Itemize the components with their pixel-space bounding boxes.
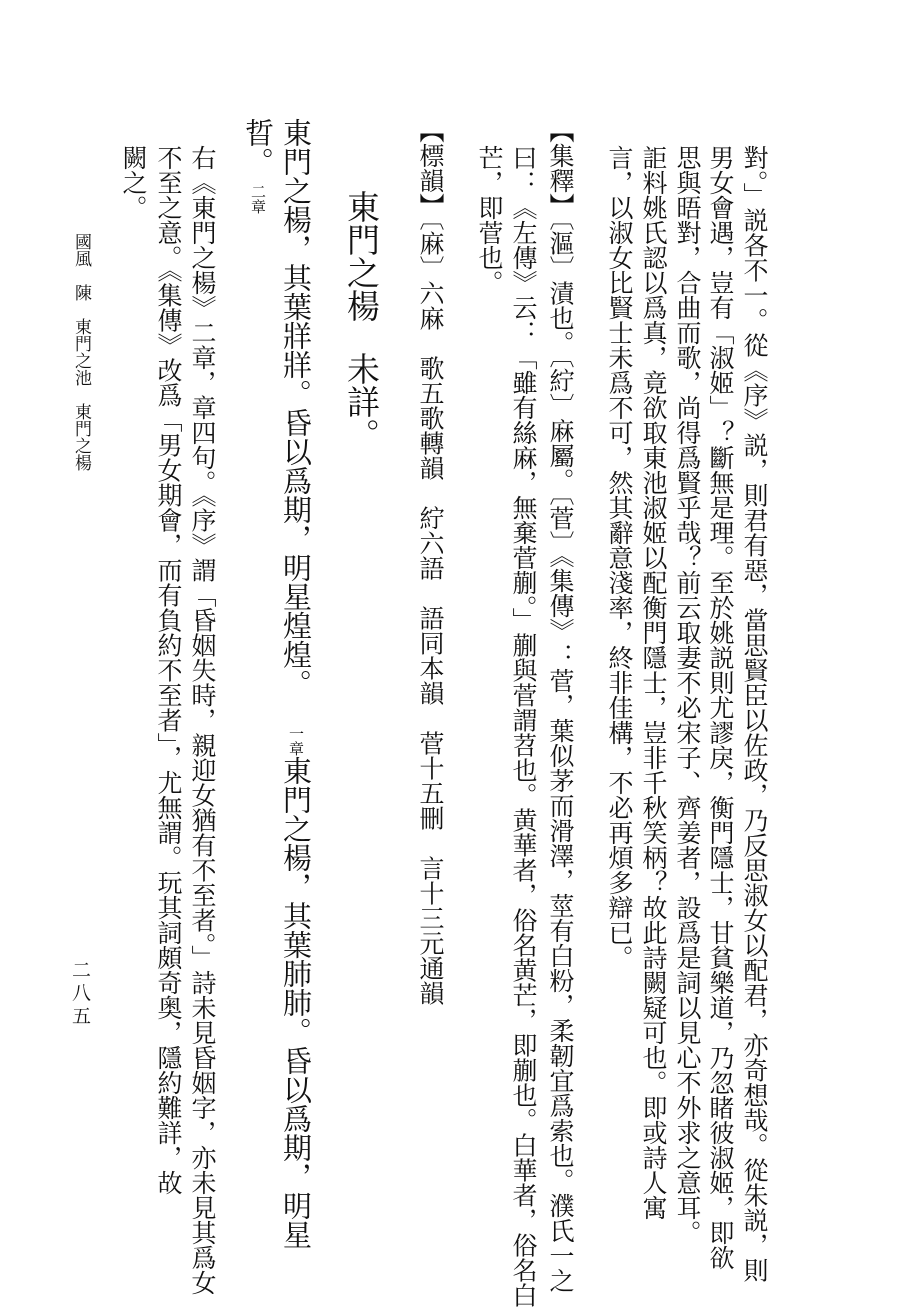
- text-line-2: 男女會遇，豈有「淑姬」？斷無是理。至於姚説則尤謬戾，衡門隱士，甘貧樂道，乃忽睹彼淑姬，即欲: [706, 145, 735, 1270]
- poem-author: 未詳。: [342, 352, 381, 451]
- stanza-1: [279, 118, 313, 1249]
- text-line-4: 詎料姚氏認以爲真，竟欲取東池淑姬以配衡門隱士，豈非千秋笑柄？故此詩闕疑可也。即或詩人寓: [639, 145, 668, 1220]
- annotation-line-3: 芒，即菅也。: [475, 145, 504, 295]
- text-line-1: 對。」説各不一。從《序》説，則君有惡，當思賢臣以佐政，乃反思淑女以配君，亦奇想哉。從朱説，則: [740, 145, 769, 1283]
- text-line-5: 言，以淑女比賢士未爲不可，然其辭意淺率，終非佳構，不必再煩多辯已。: [605, 145, 634, 970]
- stanza-2-continuation: [241, 118, 275, 214]
- stanza-2-mark: 二章: [249, 184, 267, 214]
- stanza-2-text: 東門之楊，其葉肺肺。昏以爲期，明星: [279, 756, 313, 1249]
- text-line-3: 思與晤對，合曲而歌，尚得爲賢乎哉？前云取妻不必宋子、齊姜者，設爲是詞以見心不外求之意耳。: [673, 145, 702, 1245]
- stanza-1-text: 東門之楊，其葉牂牂。昏以爲期，明星煌煌。: [279, 118, 313, 698]
- commentary-line-1: 右《東門之楊》二章，章四句。《序》謂「昏姻失時，親迎女猶有不至者。」詩未見昏姻字，亦未見其爲女: [188, 145, 217, 1295]
- commentary-line-2: 不至之意。《集傳》改爲「男女期會，而有負約不至者」，尤無謂。玩其詞頗奇奥，隱約難詳，故: [154, 145, 183, 1195]
- rhyme-line: 【標韻】〔麻〕六麻 歌五歌轉韻 紵六語 語同本韻 菅十五刪 言十三元通韻: [416, 118, 445, 1006]
- commentary-line-3: 闕之。: [119, 145, 148, 220]
- poem-title: [342, 190, 381, 451]
- page-number: 二八五: [69, 960, 91, 1029]
- poem-title-text: 東門之楊: [342, 190, 381, 322]
- running-head: 國風 陳 東門之池 東門之楊: [71, 233, 91, 471]
- stanza-2-cont-text: 晢。: [241, 118, 275, 176]
- annotation-line-2: 曰：《左傳》云：「雖有絲麻，無棄菅蒯。」蒯與菅謂苕也。黄華者，俗名黄芒，即蒯也。白華者，俗名白: [509, 145, 538, 1308]
- stanza-1-mark: 一章: [287, 726, 305, 756]
- annotation-line-1: 【集釋】〔漚〕漬也。〔紵〕麻屬。〔菅〕《集傳》：菅，葉似茅而滑澤，莖有白粉，柔韌宜爲索也。濮氏一之: [546, 118, 575, 1293]
